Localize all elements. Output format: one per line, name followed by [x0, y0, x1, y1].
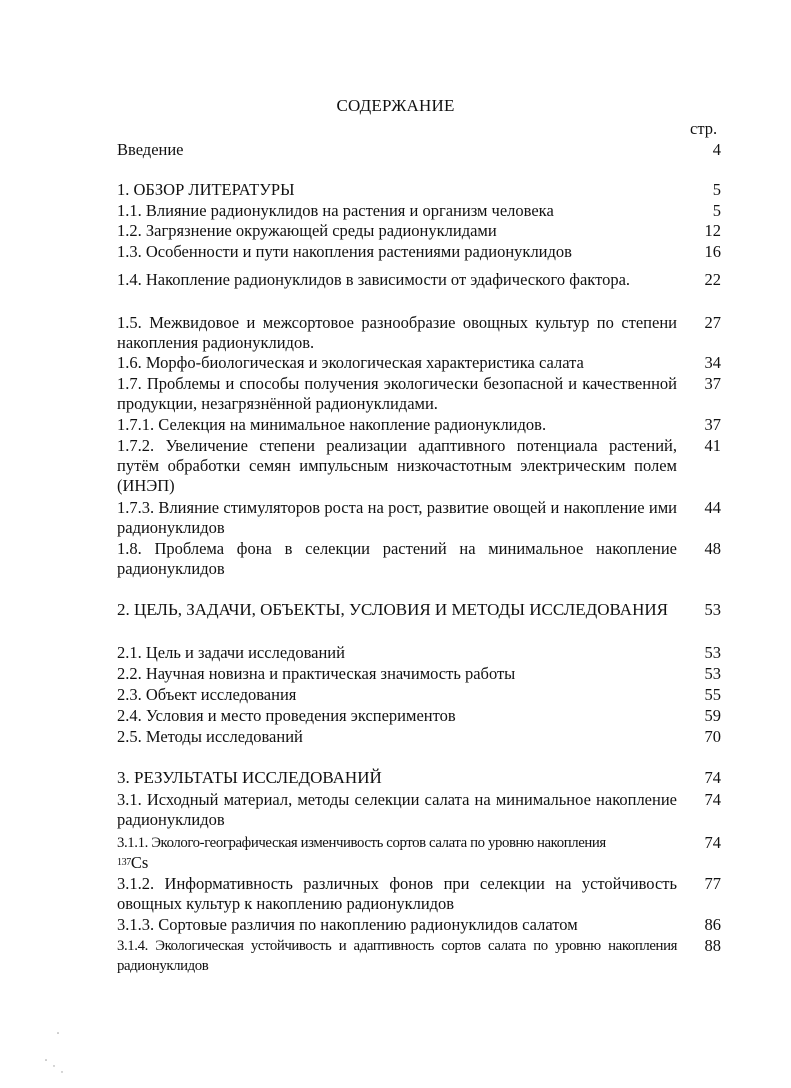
toc-entry-1-2 [117, 221, 721, 241]
toc-entry-page: 77 [704, 874, 721, 893]
toc-entry-page: 53 [704, 664, 721, 683]
toc-entry-3-1-3 [117, 915, 721, 935]
toc-entry-text: 1.4. Накопление радионуклидов в зависимости от эдафического фактора. [117, 270, 631, 289]
toc-entry-1-3 [117, 242, 721, 262]
toc-entry-page: 37 [704, 374, 721, 393]
toc-entry-page: 55 [704, 685, 721, 704]
toc-entry-2-3 [117, 685, 721, 705]
toc-entry-page: 74 [704, 790, 721, 809]
toc-entry-page: 27 [704, 313, 721, 332]
toc-entry-1-7 [117, 374, 721, 414]
toc-entry-page: 70 [704, 727, 721, 746]
toc-entry-2-4 [117, 706, 721, 726]
toc-entry-page: 12 [704, 221, 721, 240]
toc-entry-page: 5 [712, 201, 721, 220]
toc-entry-text: 1.7.2. Увеличение степени реализации адаптивного потенциала растений, путём обработки семян импульсным низкочастотным электрическим полем (ИНЭП) [117, 436, 677, 495]
toc-entry-page: 22 [704, 270, 721, 289]
toc-entry-3-1-4 [117, 936, 721, 976]
toc-entry-page: 53 [704, 643, 721, 662]
toc-entry-page: 34 [704, 353, 721, 372]
toc-entry-1-7-1 [117, 415, 721, 435]
toc-entry-text: 1.1. Влияние радионуклидов на растения и организм человека [117, 201, 554, 220]
toc-entry-page: 74 [704, 833, 721, 852]
toc-entry-text: 2.5. Методы исследований [117, 727, 303, 746]
scan-specks [40, 1030, 80, 1088]
toc-entry-2-5 [117, 727, 721, 747]
toc-entry-3-1-2 [117, 874, 721, 914]
toc-entry-text: 1.8. Проблема фона в селекции растений на минимальное накопление радионуклидов [117, 539, 677, 578]
toc-entry-page: 59 [704, 706, 721, 725]
toc-entry-page: 4 [712, 140, 721, 159]
toc-entry-text: 3.1.2. Информативность различных фонов при селекции на устойчивость овощных культур к накоплению радионуклидов [117, 874, 677, 913]
toc-entry-1-5 [117, 313, 721, 353]
toc-entry-3-1 [117, 790, 721, 830]
toc-entry-1-1 [117, 201, 721, 221]
isotope-symbol: Cs [130, 853, 149, 872]
toc-entry-1-6 [117, 353, 721, 373]
isotope-superscript: 137 [117, 857, 131, 868]
toc-entry-text: 1.7. Проблемы и способы получения экологически безопасной и качественной продукции, незагрязнённой радионуклидами. [117, 374, 677, 413]
toc-entry-text: 1.2. Загрязнение окружающей среды радионуклидами [117, 221, 497, 240]
toc-entry-1-4 [117, 270, 721, 290]
toc-entry-text: 1.7.1. Селекция на минимальное накопление радионуклидов. [117, 415, 547, 434]
toc-entry-text: 3. РЕЗУЛЬТАТЫ ИССЛЕДОВАНИЙ [117, 768, 382, 787]
toc-entry-chapter-2 [117, 600, 721, 620]
toc-entry-text: Введение [117, 140, 184, 159]
toc-entry-1-7-2 [117, 436, 721, 496]
toc-entry-page: 16 [704, 242, 721, 261]
toc-entry-1-8 [117, 539, 721, 579]
toc-entry-page: 86 [704, 915, 721, 934]
toc-entry-text: 2.2. Научная новизна и практическая значимость работы [117, 664, 516, 683]
toc-entry-3-1-1 [117, 833, 721, 874]
toc-entry-2-2 [117, 664, 721, 684]
toc-entry-text: 3.1.3. Сортовые различия по накоплению радионуклидов салатом [117, 915, 578, 934]
toc-entry-text: 2.3. Объект исследования [117, 685, 297, 704]
toc-entry-page: 88 [704, 936, 721, 955]
toc-entry-text: 1.6. Морфо-биологическая и экологическая характеристика салата [117, 353, 584, 372]
toc-entry-page: 74 [704, 768, 721, 787]
toc-entry-text: 2.1. Цель и задачи исследований [117, 643, 345, 662]
toc-entry-text: 3.1. Исходный материал, методы селекции салата на минимальное накопление радионуклидов [117, 790, 677, 829]
toc-entry-text: 3.1.4. Экологическая устойчивость и адаптивность сортов салата по уровню накопления радионуклидов [117, 938, 677, 974]
toc-entry-page: 37 [704, 415, 721, 434]
toc-entry-text: 2. ЦЕЛЬ, ЗАДАЧИ, ОБЪЕКТЫ, УСЛОВИЯ И МЕТОДЫ ИССЛЕДОВАНИЯ [117, 600, 668, 619]
toc-entry-1-7-3 [117, 498, 721, 538]
toc-entry-text [117, 833, 677, 874]
toc-entry-page: 48 [704, 539, 721, 558]
page-title: СОДЕРЖАНИЕ [336, 96, 455, 115]
toc-entry-page: 41 [704, 436, 721, 455]
toc-entry-chapter-3 [117, 768, 721, 788]
page-column-label: стр. [690, 119, 718, 138]
toc-entry-chapter-1 [117, 180, 721, 200]
toc-entry-page: 53 [704, 600, 721, 619]
scan-noise [40, 1030, 80, 1080]
toc-entry-text: 2.4. Условия и место проведения экспериментов [117, 706, 456, 725]
toc-entry-page: 5 [712, 180, 721, 199]
toc-entry-2-1 [117, 643, 721, 663]
toc-entry-text: 1.5. Межвидовое и межсортовое разнообразие овощных культур по степени накопления радионуклидов. [117, 313, 677, 352]
toc-entry-text: 1.3. Особенности и пути накопления растениями радионуклидов [117, 242, 572, 261]
toc-entry-page: 44 [704, 498, 721, 517]
toc-entry-text: 1.7.3. Влияние стимуляторов роста на рост, развитие овощей и накопление ими радионуклидов [117, 498, 677, 537]
toc-entry-intro [117, 140, 721, 160]
toc-entry-text-main: 3.1.1. Эколого-географическая изменчивость сортов салата по уровню накопления [117, 835, 606, 851]
toc-entry-text: 1. ОБЗОР ЛИТЕРАТУРЫ [117, 180, 295, 199]
